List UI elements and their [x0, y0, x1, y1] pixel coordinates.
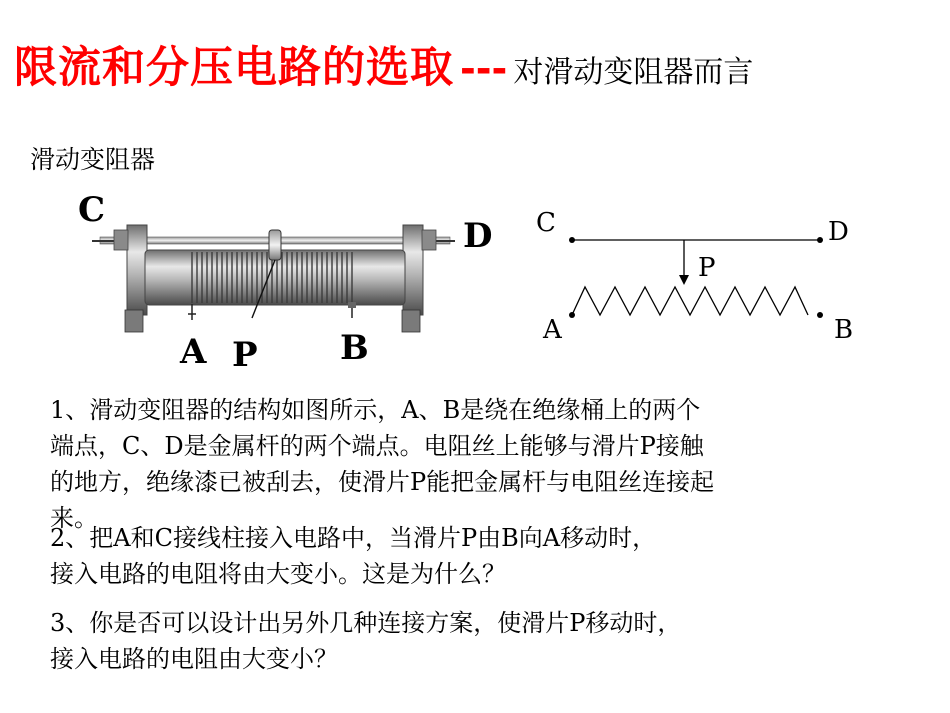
device-label-b: B	[340, 328, 369, 368]
paragraph-1	[50, 392, 714, 536]
device-label-a: A	[180, 332, 207, 372]
paragraph-3-line-2: 接入电路的电阻由大变小？	[50, 645, 338, 673]
title-main: 限流和分压电路的选取	[14, 43, 454, 93]
slider-arrow	[679, 275, 689, 285]
device-label-c: C	[78, 190, 106, 230]
circuit-label-a: A	[543, 315, 562, 345]
paragraph-1-line-2: 端点，C、D是金属杆的两个端点。电阻丝上能够与滑片P接触	[50, 432, 704, 460]
paragraph-1-line-1: 1、滑动变阻器的结构如图所示，A、B是绕在绝缘桶上的两个	[50, 396, 701, 424]
circuit-label-p: P	[698, 253, 716, 283]
slider-contact	[269, 230, 281, 260]
circuit-label-d: D	[828, 217, 849, 247]
rheostat-illustration	[70, 190, 510, 380]
section-label: 滑动变阻器	[30, 145, 156, 174]
resistor-zigzag	[572, 287, 808, 315]
paragraph-1-line-4: 来。	[50, 504, 98, 532]
paragraph-2-line-2: 接入电路的电阻将由大变小。这是为什么？	[50, 560, 506, 588]
title-subtitle: 对滑动变阻器而言	[513, 55, 754, 90]
circuit-drawing	[530, 205, 860, 355]
circuit-diagram	[530, 205, 860, 355]
circuit-label-c: C	[536, 208, 556, 238]
rheostat-drawing	[70, 190, 510, 380]
device-label-p: P	[232, 335, 258, 375]
paragraph-1-line-3: 的地方，绝缘漆已被刮去，使滑片P能把金属杆与电阻丝连接起	[50, 468, 715, 496]
paragraph-2-line-1: 2、把A和C接线柱接入电路中，当滑片P由B向A移动时，	[50, 524, 657, 552]
page-title	[14, 34, 753, 95]
circuit-label-b: B	[834, 315, 854, 345]
title-dash: ---	[460, 47, 508, 91]
paragraph-2	[50, 520, 656, 592]
paragraph-3-line-1: 3、你是否可以设计出另外几种连接方案，使滑片P移动时，	[50, 609, 682, 637]
device-label-d: D	[463, 216, 493, 256]
paragraph-3	[50, 605, 681, 677]
